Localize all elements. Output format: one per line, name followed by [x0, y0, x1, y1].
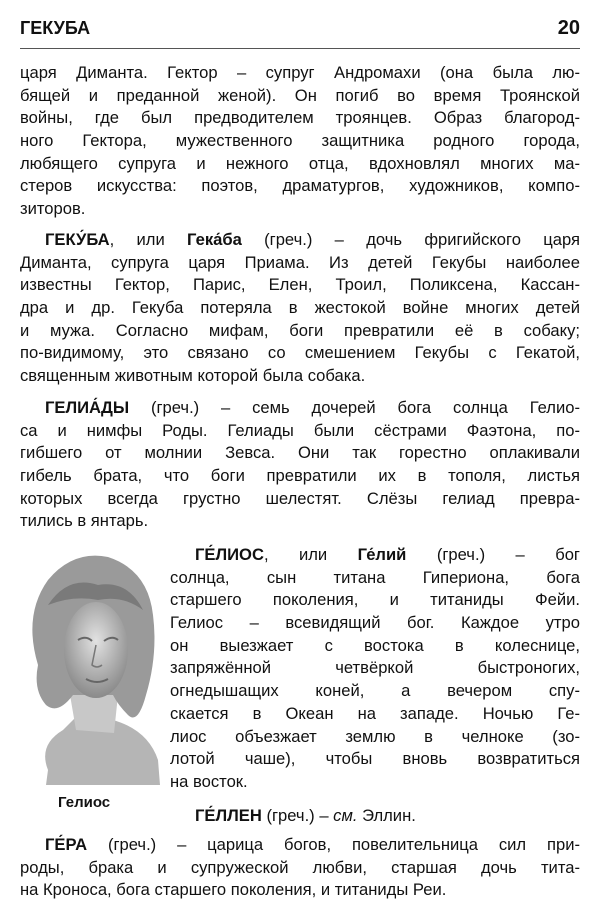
headword: Ге́лий	[357, 545, 407, 564]
text-line	[170, 635, 580, 658]
entry-hecuba	[20, 229, 580, 388]
text-segment: са и нимфы Роды. Гелиады были сёстрами Фаэтона, по-	[20, 420, 580, 440]
paragraph-hector-continuation	[20, 62, 580, 221]
text-segment: священным животным которой была собака.	[20, 366, 366, 386]
text-line	[170, 805, 580, 828]
text-segment: Диманта, супруга царя Приама. Из детей Гекубы наиболее	[20, 252, 580, 272]
figure-caption: Гелиос	[58, 794, 111, 811]
text-segment: солнца, сын титана Гипериона, бога	[170, 567, 580, 587]
text-line	[20, 62, 580, 85]
text-segment: и мужа. Согласно мифам, боги превратили её в собаку;	[20, 320, 580, 340]
text-segment: (греч.) – дочь фригийского царя	[241, 230, 580, 249]
headword: ГЕ́ЛИОС	[195, 545, 264, 564]
text-line	[20, 198, 580, 221]
text-line	[20, 175, 580, 198]
text-segment: , или	[109, 230, 188, 249]
text-segment: лотой чаше), чтобы вновь возвратиться	[170, 749, 580, 769]
text-segment: на Кроноса, бога старшего поколения, и титаниды Реи.	[20, 880, 447, 900]
text-segment: (греч.) – семь дочерей бога солнца Гелио-	[129, 398, 580, 417]
text-line	[170, 544, 580, 567]
text-segment: зиторов.	[20, 199, 86, 219]
entry-hellen	[170, 805, 580, 828]
cross-reference: см.	[333, 806, 358, 825]
text-line	[20, 365, 580, 388]
text-line	[170, 726, 580, 749]
text-segment: на восток.	[170, 771, 248, 791]
text-line	[20, 229, 580, 252]
text-segment: роды, брака и супружеской любви, старшая дочь тита-	[20, 857, 580, 877]
text-segment: которых всегда грустно шелестят. Слёзы гелиад превра-	[20, 488, 580, 508]
text-segment: стеров искусства: поэтов, драматургов, художников, компо-	[20, 176, 580, 196]
text-line	[20, 252, 580, 275]
text-line	[20, 85, 580, 108]
text-segment: по-видимому, это связано со смешением Гекубы с Гекатой,	[20, 343, 580, 363]
text-line	[20, 510, 580, 533]
text-segment: войны, где был предводителем троянцев. Образ благород-	[20, 108, 580, 128]
text-segment: царя Диманта. Гектор – супруг Андромахи (она была лю-	[20, 63, 580, 82]
text-segment: старшего поколения, и титаниды Фейи.	[170, 590, 580, 610]
text-line	[20, 465, 580, 488]
text-segment: скается в Океан на западе. Ночью Ге-	[170, 703, 580, 723]
text-segment: Эллин.	[357, 806, 416, 825]
text-line	[170, 771, 580, 794]
text-line	[170, 567, 580, 590]
text-line	[20, 342, 580, 365]
headword: Гека́ба	[187, 230, 242, 249]
text-segment: дра и др. Гекуба потеряла в жестокой войне многих детей	[20, 298, 580, 318]
text-line	[20, 834, 580, 857]
text-line	[20, 397, 580, 420]
text-segment: бящей и преданной женой). Он погиб во время Троянской	[20, 85, 580, 105]
text-line	[20, 153, 580, 176]
text-segment: (греч.) – бог	[406, 545, 580, 564]
text-segment: запряжённой четвёркой быстроногих,	[170, 658, 580, 678]
text-line	[170, 657, 580, 680]
text-line	[20, 857, 580, 880]
text-segment: Гелиос – всевидящий бог. Каждое утро	[170, 613, 580, 633]
text-line	[20, 274, 580, 297]
page-number: 20	[557, 17, 580, 39]
text-segment: (греч.) – царица богов, повелительница сил при-	[87, 835, 580, 854]
running-title: ГЕКУБА	[20, 18, 91, 38]
headword: ГЕ́РА	[45, 835, 88, 854]
text-line	[20, 297, 580, 320]
running-header	[20, 18, 580, 49]
text-segment: гибель брата, что боги превратили их в тополя, листья	[20, 466, 580, 486]
headword: ГЕКУ́БА	[45, 230, 110, 249]
entry-hera	[20, 834, 580, 902]
text-line	[170, 612, 580, 635]
text-line	[20, 488, 580, 511]
text-line	[20, 320, 580, 343]
entry-helios	[170, 544, 580, 794]
entry-heliades	[20, 397, 580, 533]
text-segment: тились в янтарь.	[20, 511, 149, 531]
text-line	[170, 748, 580, 771]
text-line	[170, 589, 580, 612]
text-segment: гибшего от молнии Зевса. Они так горестно оплакивали	[20, 443, 580, 463]
text-line	[20, 107, 580, 130]
text-line	[170, 703, 580, 726]
text-segment: (греч.) –	[261, 806, 334, 825]
text-segment: известны Гектор, Парис, Елен, Троил, Поликсена, Кассан-	[20, 275, 580, 295]
text-segment: любящего супруга и нежного отца, вдохновлял многих ма-	[20, 153, 580, 173]
text-segment: ного Гектора, мужественного защитника родного города,	[20, 131, 580, 151]
headword: ГЕЛИА́ДЫ	[45, 398, 130, 417]
text-line	[20, 130, 580, 153]
text-segment: лиос объезжает землю в челноке (зо-	[170, 726, 580, 746]
text-line	[20, 420, 580, 443]
headword: ГЕ́ЛЛЕН	[195, 806, 262, 825]
text-line	[20, 879, 580, 902]
text-segment: он выезжает с востока в колеснице,	[170, 635, 580, 655]
text-line	[20, 442, 580, 465]
text-segment: , или	[263, 545, 358, 564]
text-segment: огнедышащих коней, а вечером спу-	[170, 681, 580, 701]
text-line	[170, 680, 580, 703]
helios-bust-image	[18, 545, 166, 790]
